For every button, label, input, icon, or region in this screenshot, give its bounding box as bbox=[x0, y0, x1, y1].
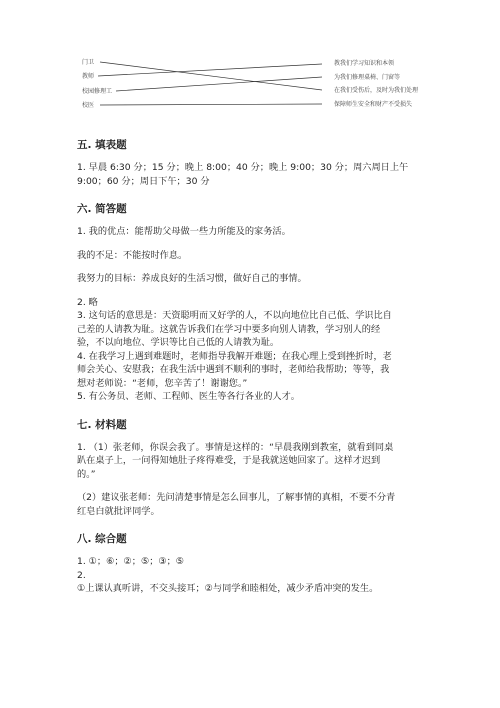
match-right-2: 为我们修理桌椅、门窗等 bbox=[334, 74, 401, 81]
section-material bbox=[77, 418, 427, 519]
match-line bbox=[116, 77, 322, 91]
answer-text: 我努力的目标：养成良好的生活习惯，做好自己的事情。 bbox=[77, 273, 307, 284]
section-title: 五. 填表题 bbox=[77, 139, 127, 151]
answer-text: 1. （1）张老师，你误会我了。事情是这样的：“早晨我刚到教室，就看到同桌 趴在桌子上，一问得知她肚子疼得难受，于是我就送她回家了。这样才迟到 的。” bbox=[77, 441, 394, 480]
section-fill-table bbox=[77, 138, 427, 188]
answer-content bbox=[77, 138, 427, 610]
match-right-4: 保障师生安全和财产不受损失 bbox=[334, 101, 413, 108]
matching-lines bbox=[0, 50, 500, 120]
match-line bbox=[100, 62, 322, 90]
match-line bbox=[100, 104, 322, 105]
section-title: 八. 综合题 bbox=[77, 533, 127, 545]
answer-text: 2. 略 3. 这句话的意思是：天资聪明而又好学的人，不以向地位比自己低、学识比自 己差的人请教为耻。这就告诉我们在学习中要多向别人请教，学习别人的经 验，不以向地位、学识等比自己低的人请教为耻。 4. 在我学习上遇到难题时，老师指导我解开难题；在我心理上受到挫折时，老 师会关心、安慰我；在我生活中遇到不顺利的事时，老师给我帮助；等等，我 想对老师说：“老师，您辛苦了！谢谢您。” 5. 有公务员、老师、工程师、医生等各行各业的人才。 bbox=[77, 296, 392, 402]
match-left-4: 校医 bbox=[82, 102, 95, 109]
section-title: 六. 简答题 bbox=[77, 203, 127, 215]
match-right-1: 教我们学习知识和本领 bbox=[334, 60, 395, 67]
answer-text: 1. 我的优点：能帮助父母做一些力所能及的家务活。 bbox=[77, 226, 291, 237]
matching-diagram bbox=[0, 50, 500, 120]
answer-text: （2）建议张老师：先问清楚事情是怎么回事儿，了解事情的真相，不要不分青 红皂白就批评同学。 bbox=[77, 492, 396, 517]
match-left-1: 门卫 bbox=[82, 59, 95, 66]
section-title: 七. 材料题 bbox=[77, 418, 127, 431]
match-right-3: 在我们受伤后，及时为我们处理 bbox=[334, 87, 419, 94]
section-short-answer bbox=[77, 202, 427, 404]
match-left-2: 教师 bbox=[82, 73, 95, 80]
answer-text: 1. ①；⑥；②；⑤；③；⑤ 2. ①上课认真听讲，不交头接耳；②与同学和睦相处，减少矛盾冲突的发生。 bbox=[77, 556, 379, 594]
answer-text: 1. 早晨 6:30 分；15 分；晚上 8:00；40 分；晚上 9:00；30 分；周六周日上午 9:00；60 分；周日下午；30 分 bbox=[77, 162, 409, 187]
match-left-3: 校园修理工 bbox=[82, 88, 113, 95]
section-comprehensive bbox=[77, 532, 427, 596]
answer-text: 我的不足：不能按时作息。 bbox=[77, 249, 188, 261]
